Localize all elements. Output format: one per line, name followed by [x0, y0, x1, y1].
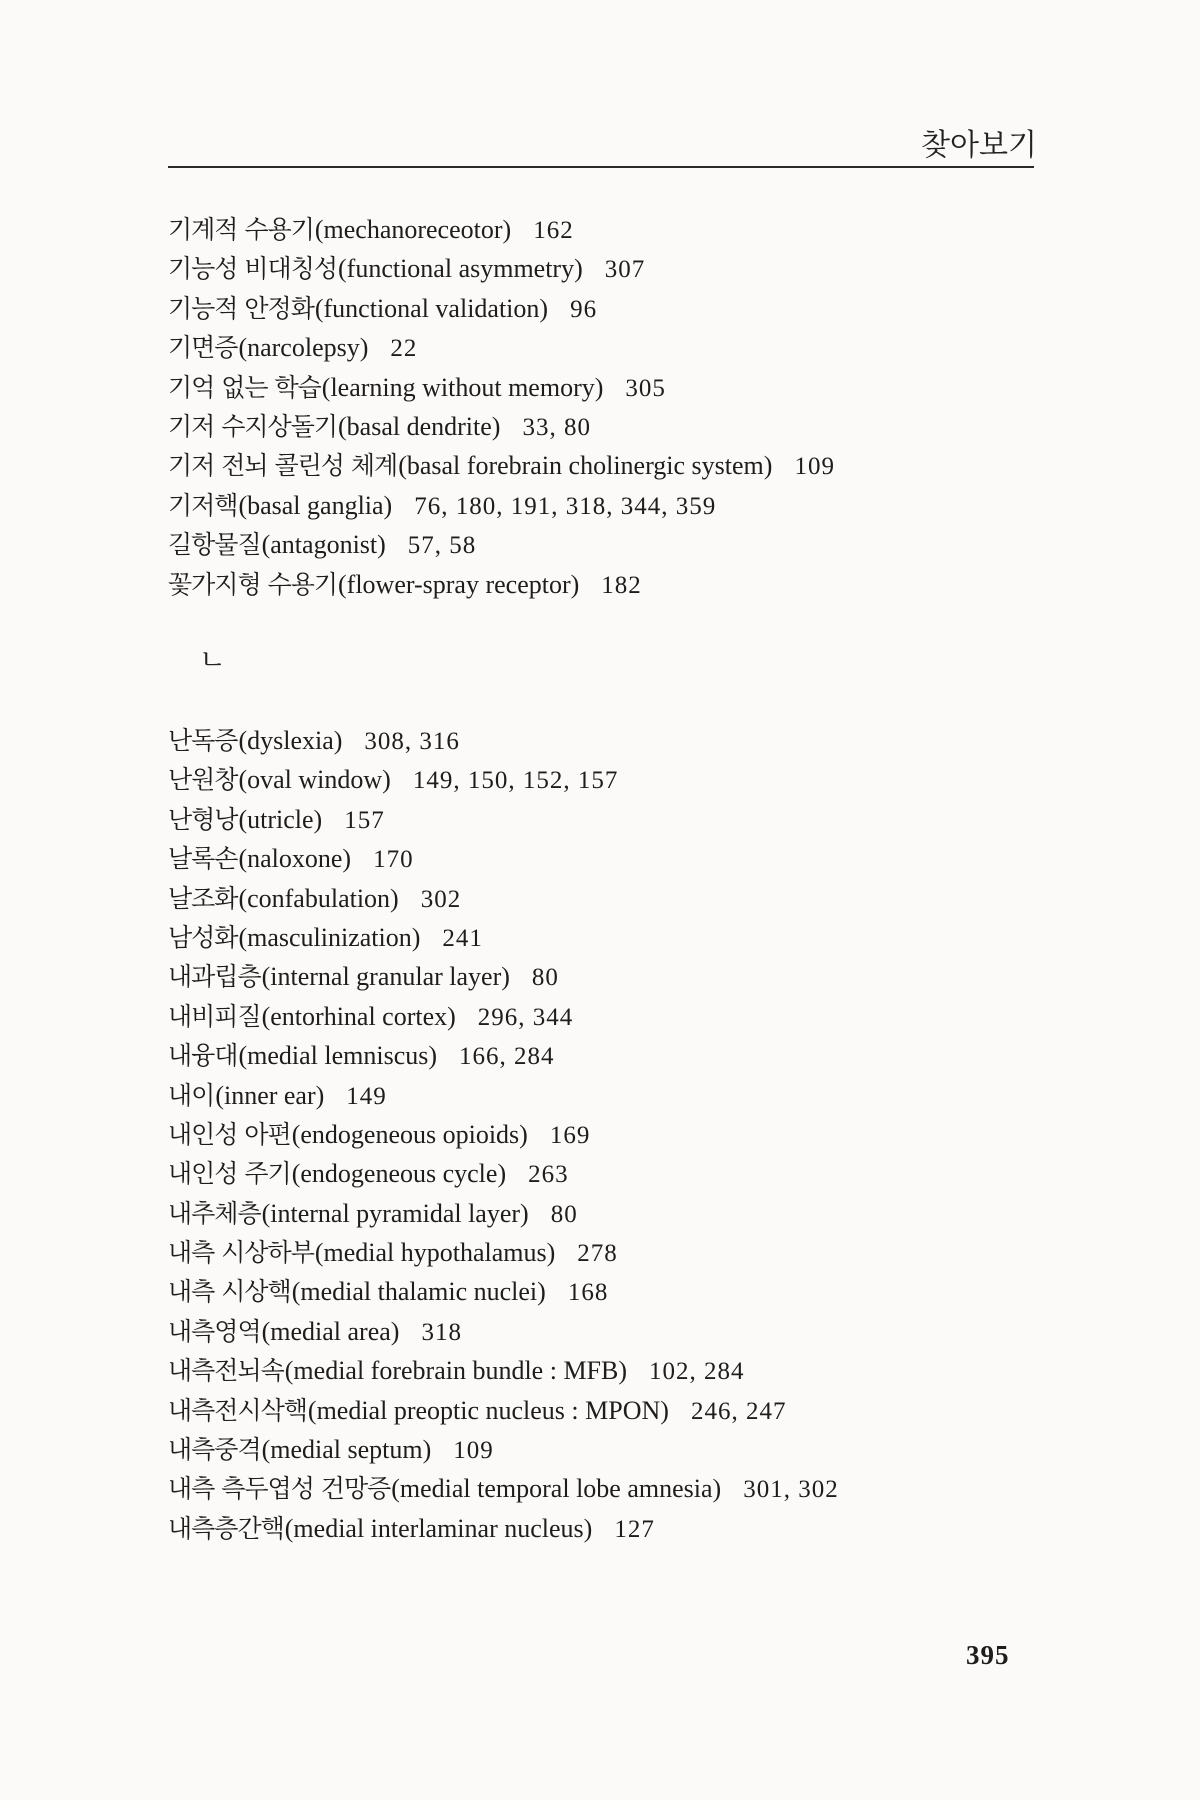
entry-english: (endogeneous opioids) [291, 1119, 528, 1149]
index-entry [168, 210, 835, 249]
entry-term: 기저핵 [168, 490, 238, 520]
index-entry [168, 1115, 839, 1154]
index-entry [168, 407, 835, 446]
entry-pages: 96 [570, 295, 598, 323]
index-entry [168, 1469, 839, 1508]
entry-term: 내인성 주기 [168, 1159, 291, 1189]
entry-english: (medial lemniscus) [238, 1041, 438, 1071]
entry-english: (masculinization) [238, 922, 421, 952]
entry-term: 내추체층 [168, 1198, 261, 1228]
entry-pages: 162 [533, 217, 574, 244]
entry-pages: 301, 302 [743, 1476, 839, 1504]
entry-english: (endogeneous cycle) [291, 1159, 507, 1189]
entry-pages: 169 [549, 1121, 591, 1149]
entry-english: (dyslexia) [238, 726, 343, 755]
entry-english: (medial interlaminar nucleus) [284, 1513, 593, 1543]
entry-pages: 318 [421, 1318, 462, 1346]
entry-term: 내측 시상하부 [168, 1238, 314, 1268]
entry-pages: 166, 284 [459, 1043, 555, 1071]
entry-pages: 302 [420, 885, 462, 913]
index-entry [168, 565, 835, 604]
entry-term: 난독증 [168, 726, 238, 755]
index-entry [168, 918, 839, 957]
index-group-giyeok [168, 210, 835, 604]
entry-english: (mechanoreceotor) [314, 215, 512, 244]
entry-english: (learning without memory) [321, 372, 604, 402]
index-entry [168, 760, 839, 799]
entry-english: (medial forebrain bundle : MFB) [284, 1356, 628, 1386]
entry-pages: 278 [577, 1240, 618, 1268]
entry-term: 꽃가지형 수용기 [168, 569, 337, 599]
index-entry [168, 1391, 839, 1430]
index-entry [168, 1154, 839, 1193]
entry-term: 내측전뇌속 [168, 1356, 284, 1386]
index-entry [168, 446, 835, 485]
index-entry [168, 997, 839, 1036]
entry-pages: 57, 58 [407, 532, 477, 560]
entry-pages: 102, 284 [649, 1358, 745, 1386]
entry-english: (functional asymmetry) [338, 254, 583, 284]
entry-term: 기능적 안정화 [168, 293, 314, 323]
index-entry [168, 721, 839, 760]
entry-pages: 80 [531, 964, 559, 992]
entry-pages: 305 [625, 374, 666, 402]
entry-english: (internal pyramidal layer) [261, 1198, 529, 1228]
index-entry [168, 1509, 839, 1548]
entry-term: 내이 [168, 1080, 215, 1110]
index-entry [168, 1194, 839, 1233]
entry-term: 기계적 수용기 [168, 215, 314, 244]
entry-pages: 76, 180, 191, 318, 344, 359 [414, 492, 717, 520]
entry-english: (naloxone) [238, 844, 352, 874]
entry-english: (inner ear) [215, 1080, 325, 1110]
entry-pages: 149, 150, 152, 157 [412, 767, 619, 795]
entry-english: (basal ganglia) [238, 490, 393, 520]
entry-pages: 127 [614, 1515, 655, 1543]
entry-pages: 308, 316 [364, 728, 460, 755]
index-entry [168, 249, 835, 288]
entry-pages: 307 [604, 256, 646, 284]
entry-term: 기능성 비대칭성 [168, 254, 337, 284]
entry-pages: 182 [601, 571, 642, 599]
entry-english: (medial thalamic nuclei) [291, 1277, 546, 1307]
entry-pages: 168 [567, 1279, 609, 1307]
entry-pages: 246, 247 [690, 1397, 787, 1425]
entry-term: 기면증 [168, 333, 238, 363]
entry-term: 내측층간핵 [168, 1513, 284, 1543]
entry-term: 내측중격 [168, 1435, 261, 1465]
entry-english: (medial hypothalamus) [314, 1238, 556, 1268]
entry-english: (basal dendrite) [338, 411, 501, 441]
entry-pages: 80 [550, 1200, 578, 1228]
entry-english: (medial temporal lobe amnesia) [391, 1474, 722, 1504]
entry-pages: 109 [453, 1437, 494, 1465]
entry-english: (confabulation) [238, 883, 399, 913]
section-letter: ㄴ [199, 643, 227, 676]
entry-term: 날록손 [168, 844, 238, 874]
entry-english: (medial preoptic nucleus : MPON) [307, 1395, 669, 1425]
entry-term: 내측 측두엽성 건망증 [168, 1474, 391, 1504]
entry-term: 내측 시상핵 [168, 1277, 291, 1307]
entry-pages: 296, 344 [477, 1003, 574, 1031]
entry-pages: 263 [528, 1161, 569, 1189]
entry-term: 길항물질 [168, 530, 261, 560]
entry-pages: 157 [344, 806, 385, 834]
index-entry [168, 1036, 839, 1075]
index-entry [168, 839, 839, 878]
entry-pages: 22 [390, 335, 418, 363]
entry-english: (medial septum) [261, 1435, 432, 1465]
entry-english: (functional validation) [314, 293, 549, 323]
index-entry [168, 1430, 839, 1469]
entry-term: 난원창 [168, 765, 238, 795]
page-number: 395 [966, 1640, 1010, 1670]
index-entry [168, 486, 835, 525]
entry-english: (antagonist) [261, 530, 386, 560]
index-entry [168, 1312, 839, 1351]
entry-term: 기억 없는 학습 [168, 372, 321, 402]
entry-pages: 149 [346, 1082, 387, 1110]
index-group-nieun [168, 721, 839, 1548]
entry-term: 남성화 [168, 922, 238, 952]
index-entry [168, 328, 835, 367]
index-entry [168, 1076, 839, 1115]
entry-pages: 33, 80 [522, 413, 591, 441]
entry-pages: 170 [373, 846, 414, 874]
entry-term: 내과립층 [168, 962, 261, 992]
entry-english: (flower-spray receptor) [338, 569, 580, 599]
index-entry [168, 289, 835, 328]
entry-term: 날조화 [168, 883, 238, 913]
entry-english: (utricle) [238, 804, 323, 834]
index-entry [168, 1272, 839, 1311]
entry-term: 내인성 아편 [168, 1119, 291, 1149]
entry-term: 내융대 [168, 1041, 238, 1071]
entry-term: 난형낭 [168, 804, 238, 834]
header-divider [168, 166, 1034, 168]
running-header: 찾아보기 [921, 128, 1037, 163]
entry-term: 내측영역 [168, 1316, 261, 1346]
index-entry [168, 1351, 839, 1390]
entry-english: (basal forebrain cholinergic system) [398, 451, 773, 481]
entry-term: 기저 수지상돌기 [168, 411, 337, 441]
entry-english: (internal granular layer) [261, 962, 510, 992]
entry-term: 내측전시삭핵 [168, 1395, 307, 1425]
entry-pages: 241 [442, 924, 483, 952]
entry-term: 기저 전뇌 콜린성 체계 [168, 451, 398, 481]
index-entry [168, 879, 839, 918]
index-entry [168, 525, 835, 564]
entry-term: 내비피질 [168, 1001, 261, 1031]
index-entry [168, 957, 839, 996]
entry-pages: 109 [794, 453, 835, 481]
entry-english: (medial area) [261, 1316, 400, 1346]
entry-english: (narcolepsy) [238, 333, 369, 363]
index-entry [168, 800, 839, 839]
entry-english: (entorhinal cortex) [261, 1001, 456, 1031]
index-entry [168, 368, 835, 407]
entry-english: (oval window) [238, 765, 391, 795]
index-entry [168, 1233, 839, 1272]
